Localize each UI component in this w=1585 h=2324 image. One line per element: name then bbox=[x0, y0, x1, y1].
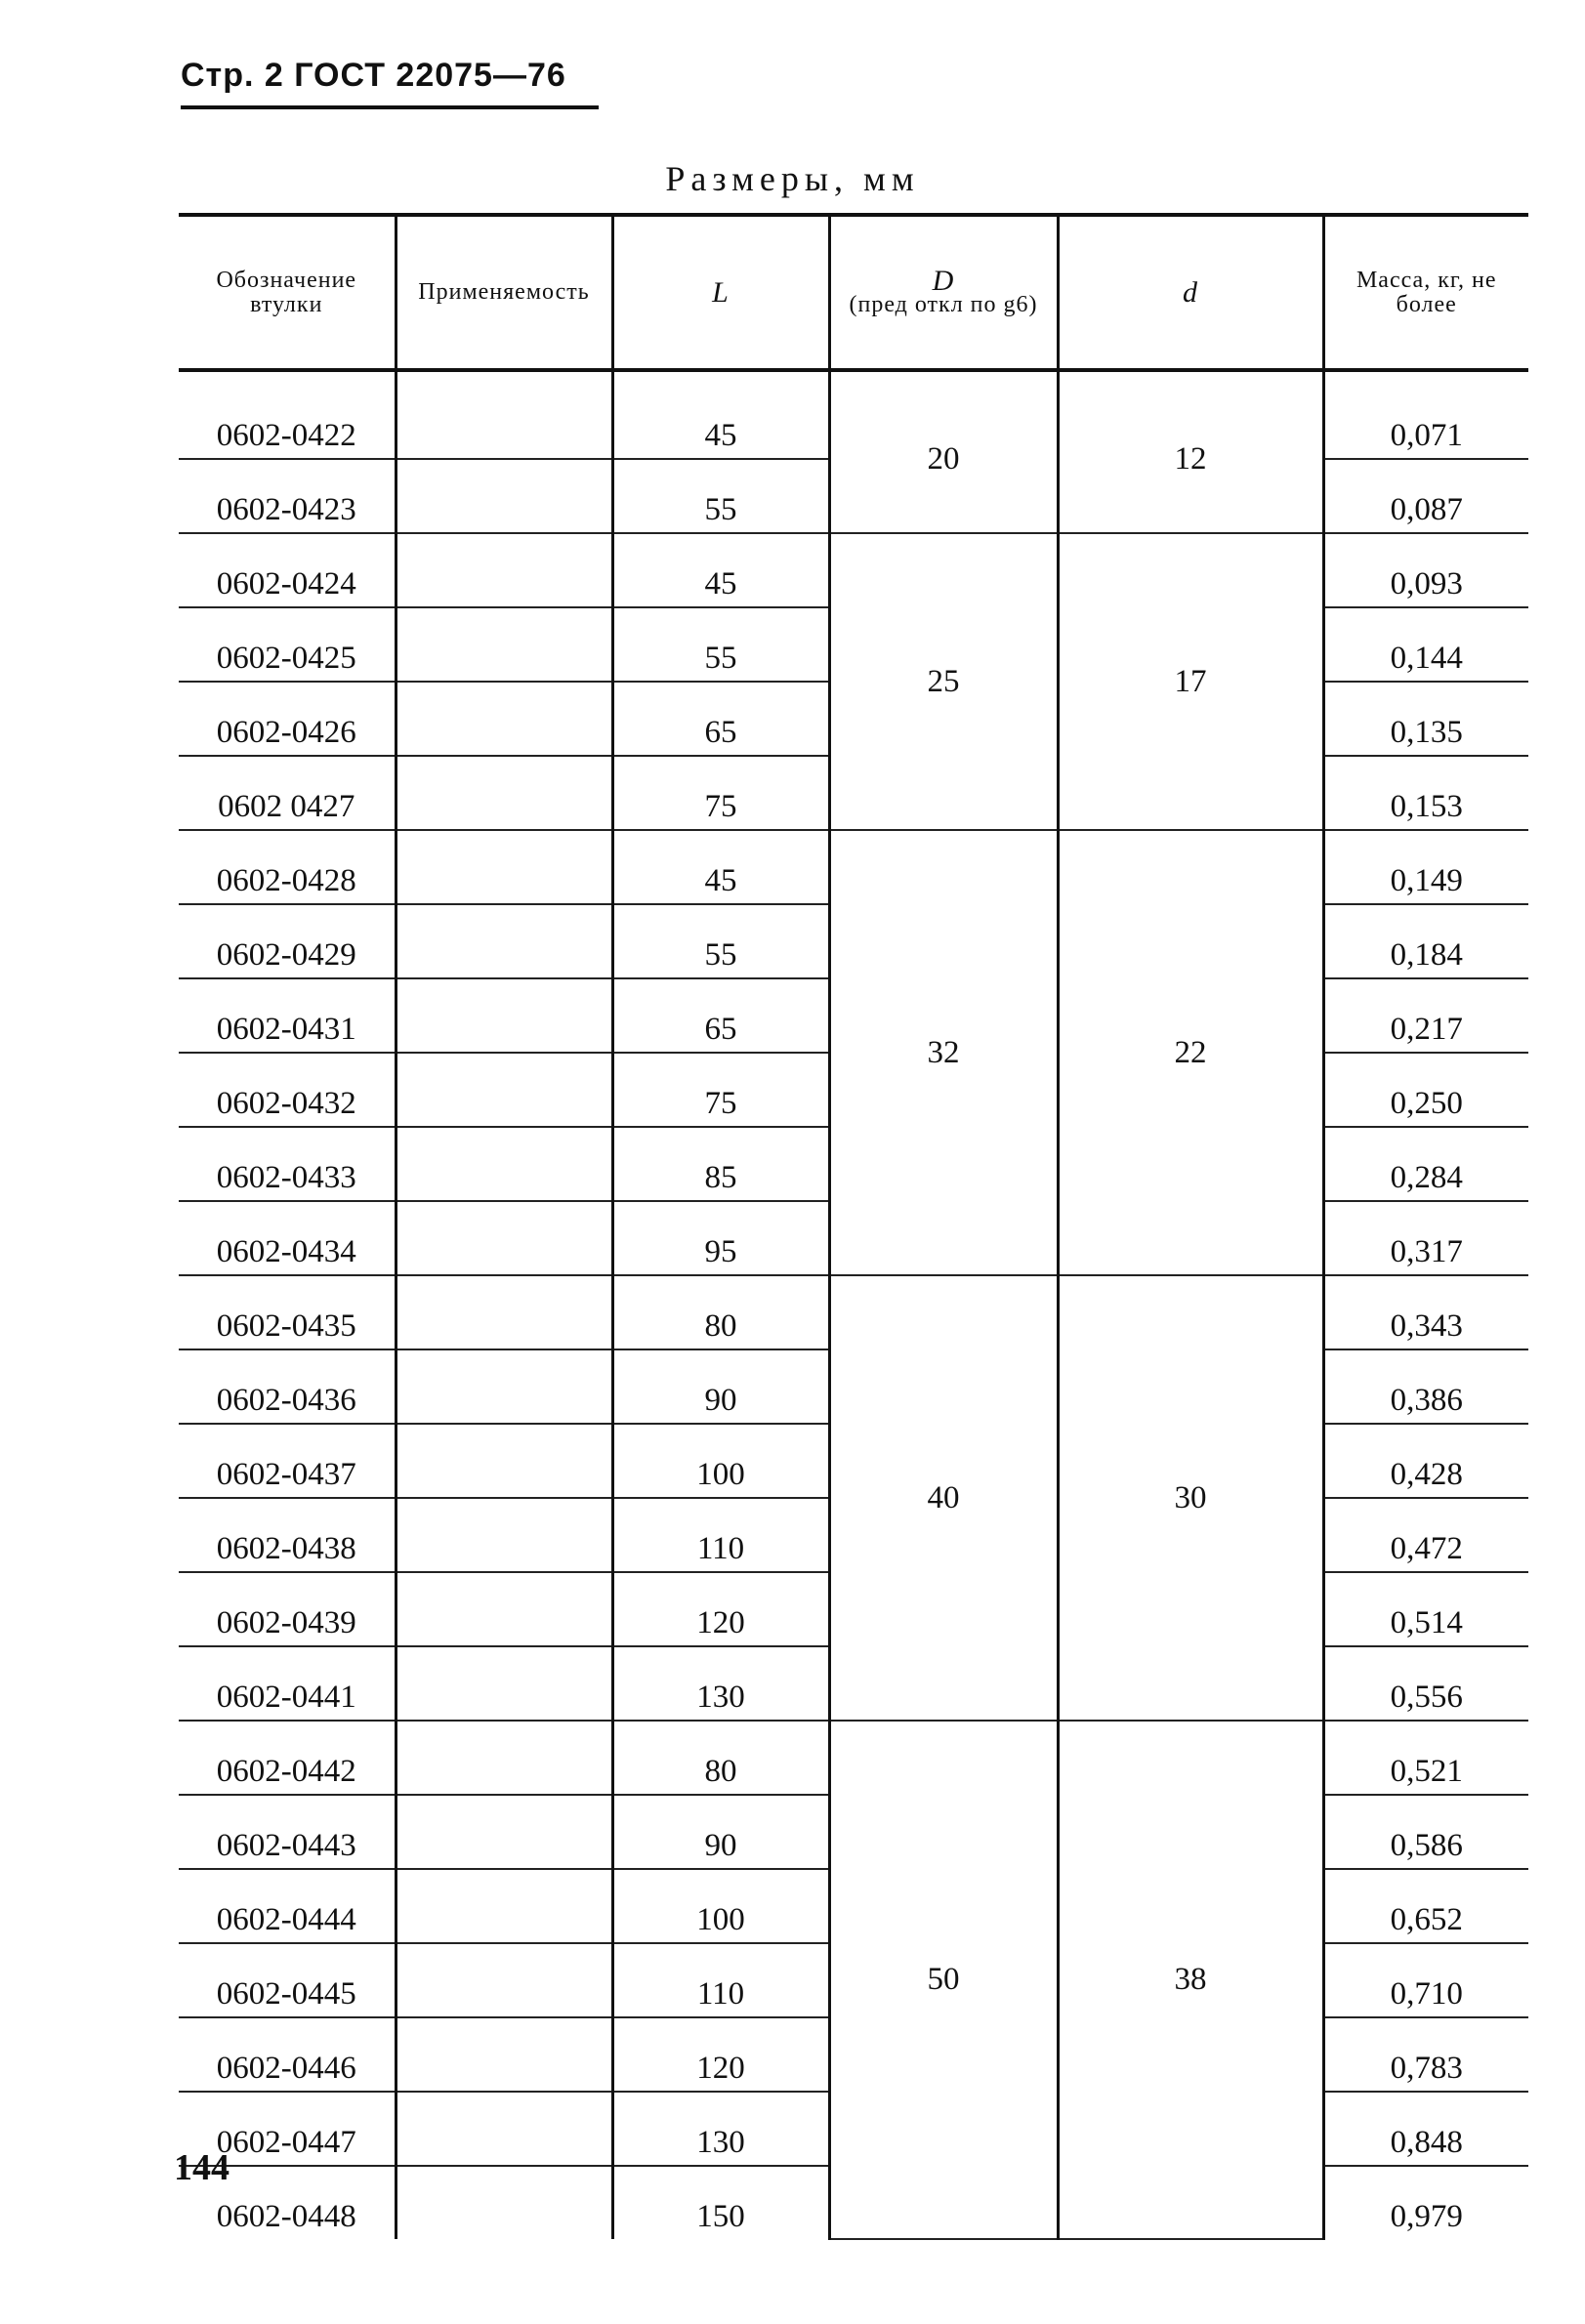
cell-designation: 0602-0422 bbox=[179, 386, 396, 459]
cell-mass: 0,386 bbox=[1323, 1349, 1528, 1424]
table-row bbox=[179, 386, 1528, 459]
cell-L: 110 bbox=[612, 1943, 829, 2017]
cell-mass: 0,217 bbox=[1323, 978, 1528, 1053]
cell-applicability bbox=[396, 1424, 612, 1498]
cell-applicability bbox=[396, 904, 612, 978]
col-header-mass: Масса, кг, не более bbox=[1323, 215, 1528, 370]
cell-mass: 0,521 bbox=[1323, 1721, 1528, 1795]
cell-designation: 0602-0428 bbox=[179, 830, 396, 904]
cell-applicability bbox=[396, 1646, 612, 1721]
cell-applicability bbox=[396, 533, 612, 607]
cell-designation: 0602-0445 bbox=[179, 1943, 396, 2017]
cell-mass: 0,343 bbox=[1323, 1275, 1528, 1349]
cell-mass: 0,979 bbox=[1323, 2166, 1528, 2239]
cell-D: 32 bbox=[829, 830, 1058, 1275]
cell-L: 110 bbox=[612, 1498, 829, 1572]
cell-L: 100 bbox=[612, 1869, 829, 1943]
cell-applicability bbox=[396, 459, 612, 533]
cell-mass: 0,556 bbox=[1323, 1646, 1528, 1721]
spacer-cell bbox=[179, 370, 396, 386]
cell-D: 20 bbox=[829, 386, 1058, 533]
page-header: Стр. 2 ГОСТ 22075—76 bbox=[181, 57, 566, 94]
cell-designation: 0602-0425 bbox=[179, 607, 396, 682]
cell-d: 30 bbox=[1058, 1275, 1323, 1721]
cell-L: 130 bbox=[612, 1646, 829, 1721]
cell-applicability bbox=[396, 1795, 612, 1869]
cell-designation: 0602-0435 bbox=[179, 1275, 396, 1349]
cell-L: 120 bbox=[612, 2017, 829, 2092]
cell-L: 85 bbox=[612, 1127, 829, 1201]
cell-applicability bbox=[396, 1275, 612, 1349]
table-container bbox=[179, 213, 1528, 2240]
cell-mass: 0,652 bbox=[1323, 1869, 1528, 1943]
cell-L: 90 bbox=[612, 1349, 829, 1424]
cell-applicability bbox=[396, 978, 612, 1053]
cell-L: 55 bbox=[612, 607, 829, 682]
cell-mass: 0,514 bbox=[1323, 1572, 1528, 1646]
cell-applicability bbox=[396, 1498, 612, 1572]
table-row bbox=[179, 1721, 1528, 1795]
table-row bbox=[179, 830, 1528, 904]
header-rule bbox=[181, 105, 599, 109]
col-header-D-symbol: D bbox=[932, 264, 955, 297]
cell-d: 17 bbox=[1058, 533, 1323, 830]
cell-L: 55 bbox=[612, 459, 829, 533]
cell-designation: 0602-0446 bbox=[179, 2017, 396, 2092]
cell-L: 65 bbox=[612, 978, 829, 1053]
cell-L: 130 bbox=[612, 2092, 829, 2166]
cell-designation: 0602 0427 bbox=[179, 756, 396, 830]
cell-L: 45 bbox=[612, 386, 829, 459]
cell-mass: 0,093 bbox=[1323, 533, 1528, 607]
cell-mass: 0,135 bbox=[1323, 682, 1528, 756]
cell-applicability bbox=[396, 1572, 612, 1646]
cell-L: 150 bbox=[612, 2166, 829, 2239]
cell-mass: 0,144 bbox=[1323, 607, 1528, 682]
col-header-D-tolerance: (пред откл по g6) bbox=[849, 291, 1038, 317]
cell-applicability bbox=[396, 1127, 612, 1201]
cell-L: 95 bbox=[612, 1201, 829, 1275]
cell-designation: 0602-0442 bbox=[179, 1721, 396, 1795]
cell-d: 22 bbox=[1058, 830, 1323, 1275]
cell-designation: 0602-0431 bbox=[179, 978, 396, 1053]
cell-applicability bbox=[396, 1869, 612, 1943]
table-body bbox=[179, 370, 1528, 2239]
col-header-d: d bbox=[1058, 215, 1323, 370]
cell-mass: 0,071 bbox=[1323, 386, 1528, 459]
cell-designation: 0602-0439 bbox=[179, 1572, 396, 1646]
cell-applicability bbox=[396, 1721, 612, 1795]
page-number: 144 bbox=[174, 2147, 229, 2188]
cell-L: 100 bbox=[612, 1424, 829, 1498]
cell-L: 120 bbox=[612, 1572, 829, 1646]
cell-designation: 0602-0426 bbox=[179, 682, 396, 756]
cell-mass: 0,710 bbox=[1323, 1943, 1528, 2017]
cell-designation: 0602-0444 bbox=[179, 1869, 396, 1943]
col-header-designation: Обозначение втулки bbox=[179, 215, 396, 370]
spacer-cell bbox=[1058, 370, 1323, 386]
cell-applicability bbox=[396, 386, 612, 459]
col-header-applicability: Применяемость bbox=[396, 215, 612, 370]
cell-mass: 0,153 bbox=[1323, 756, 1528, 830]
cell-designation: 0602-0436 bbox=[179, 1349, 396, 1424]
cell-applicability bbox=[396, 2166, 612, 2239]
cell-mass: 0,250 bbox=[1323, 1053, 1528, 1127]
cell-mass: 0,428 bbox=[1323, 1424, 1528, 1498]
cell-d: 38 bbox=[1058, 1721, 1323, 2239]
col-header-D bbox=[829, 215, 1058, 370]
cell-applicability bbox=[396, 682, 612, 756]
cell-d: 12 bbox=[1058, 386, 1323, 533]
cell-mass: 0,087 bbox=[1323, 459, 1528, 533]
cell-applicability bbox=[396, 830, 612, 904]
cell-L: 75 bbox=[612, 1053, 829, 1127]
cell-L: 80 bbox=[612, 1275, 829, 1349]
col-header-L: L bbox=[612, 215, 829, 370]
table-caption: Размеры, мм bbox=[665, 159, 920, 198]
cell-designation: 0602-0443 bbox=[179, 1795, 396, 1869]
cell-applicability bbox=[396, 1201, 612, 1275]
cell-designation: 0602-0447 bbox=[179, 2092, 396, 2166]
cell-designation: 0602-0441 bbox=[179, 1646, 396, 1721]
cell-designation: 0602-0438 bbox=[179, 1498, 396, 1572]
cell-L: 45 bbox=[612, 533, 829, 607]
table-header-row bbox=[179, 215, 1528, 370]
spacer-cell bbox=[1323, 370, 1528, 386]
cell-designation: 0602-0429 bbox=[179, 904, 396, 978]
cell-L: 75 bbox=[612, 756, 829, 830]
table-row bbox=[179, 533, 1528, 607]
cell-applicability bbox=[396, 1943, 612, 2017]
cell-applicability bbox=[396, 756, 612, 830]
cell-designation: 0602-0434 bbox=[179, 1201, 396, 1275]
cell-D: 50 bbox=[829, 1721, 1058, 2239]
table-row bbox=[179, 1275, 1528, 1349]
dimensions-table bbox=[179, 213, 1528, 2240]
cell-designation: 0602-0432 bbox=[179, 1053, 396, 1127]
cell-D: 40 bbox=[829, 1275, 1058, 1721]
cell-designation: 0602-0423 bbox=[179, 459, 396, 533]
cell-mass: 0,472 bbox=[1323, 1498, 1528, 1572]
spacer-cell bbox=[829, 370, 1058, 386]
cell-mass: 0,149 bbox=[1323, 830, 1528, 904]
spacer-cell bbox=[612, 370, 829, 386]
cell-mass: 0,848 bbox=[1323, 2092, 1528, 2166]
cell-L: 65 bbox=[612, 682, 829, 756]
cell-mass: 0,284 bbox=[1323, 1127, 1528, 1201]
cell-applicability bbox=[396, 607, 612, 682]
cell-applicability bbox=[396, 1349, 612, 1424]
cell-designation: 0602-0424 bbox=[179, 533, 396, 607]
cell-L: 80 bbox=[612, 1721, 829, 1795]
cell-D: 25 bbox=[829, 533, 1058, 830]
cell-L: 90 bbox=[612, 1795, 829, 1869]
spacer-cell bbox=[396, 370, 612, 386]
cell-applicability bbox=[396, 2092, 612, 2166]
cell-designation: 0602-0437 bbox=[179, 1424, 396, 1498]
cell-applicability bbox=[396, 2017, 612, 2092]
cell-L: 45 bbox=[612, 830, 829, 904]
cell-mass: 0,783 bbox=[1323, 2017, 1528, 2092]
cell-mass: 0,184 bbox=[1323, 904, 1528, 978]
cell-L: 55 bbox=[612, 904, 829, 978]
cell-mass: 0,586 bbox=[1323, 1795, 1528, 1869]
cell-designation: 0602-0448 bbox=[216, 2199, 356, 2234]
cell-designation: 0602-0433 bbox=[179, 1127, 396, 1201]
table-spacer-row bbox=[179, 370, 1528, 386]
cell-applicability bbox=[396, 1053, 612, 1127]
cell-mass: 0,317 bbox=[1323, 1201, 1528, 1275]
